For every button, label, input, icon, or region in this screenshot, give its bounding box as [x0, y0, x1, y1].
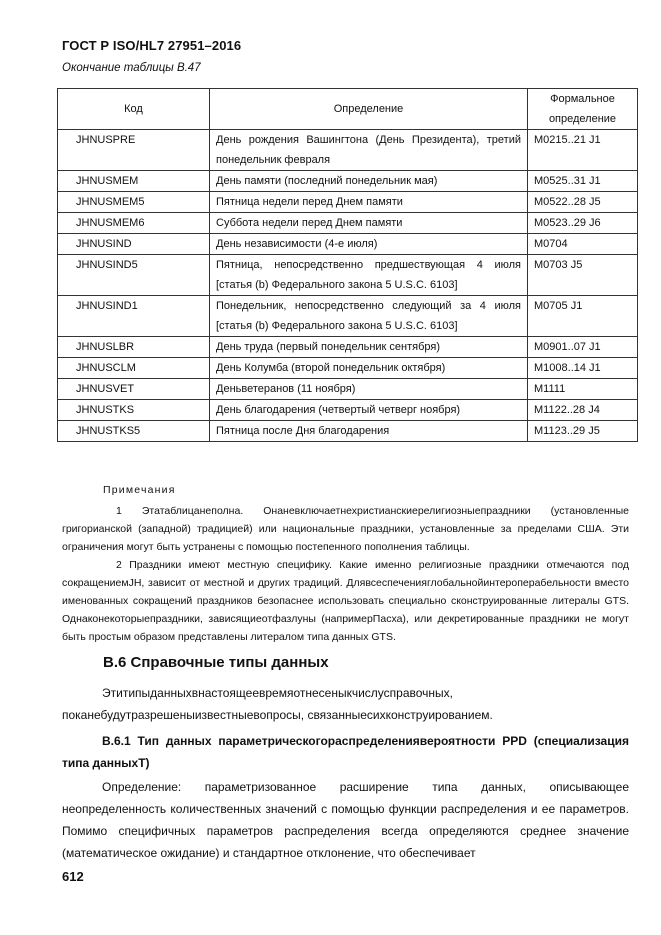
- table-row: [58, 171, 638, 192]
- definition-cell: Пятница недели перед Днем памяти: [210, 192, 528, 213]
- definition-cell: День рождения Вашингтона (День Президента), третий понедельник февраля: [210, 130, 528, 171]
- table-row: [58, 192, 638, 213]
- column-header-definition: Определение: [210, 89, 528, 130]
- definition-cell: День памяти (последний понедельник мая): [210, 171, 528, 192]
- note-item: 1 Этатаблицанеполна. Онаневключаетнехристианскиерелигиозныепраздники (установленные григорианской (западной) традицией) или национальные праздники, установленные за пределами США. Эти ограничения могут быть устранены с помощью постепенного пополнения таблицы.: [62, 505, 629, 553]
- definition-cell: День независимости (4-е июля): [210, 234, 528, 255]
- code-cell: JHNUSMEM5: [58, 192, 210, 213]
- table-row: [58, 296, 638, 337]
- table-row: [58, 358, 638, 379]
- code-cell: JHNUSIND1: [58, 296, 210, 337]
- table-caption: Окончание таблицы В.47: [62, 62, 201, 74]
- holiday-codes-table: [57, 88, 638, 442]
- code-cell: JHNUSTKS5: [58, 421, 210, 442]
- definition-cell: День труда (первый понедельник сентября): [210, 337, 528, 358]
- formal-cell: M0705 J1: [528, 296, 638, 337]
- table-row: [58, 337, 638, 358]
- code-cell: JHNUSVET: [58, 379, 210, 400]
- table-header-row: [58, 89, 638, 130]
- code-cell: JHNUSCLM: [58, 358, 210, 379]
- code-cell: JHNUSTKS: [58, 400, 210, 421]
- subsection-paragraph: Определение: параметризованное расширение типа данных, описывающее неопределенность количественных значений с помощью функции распределения и ее параметров. Помимо специфичных параметров распределения всегда определяются среднее значение (математическое ожидание) и стандартное отклонение, что обеспечивает: [62, 780, 629, 860]
- code-cell: JHNUSMEM: [58, 171, 210, 192]
- notes-heading: Примечания: [103, 484, 176, 496]
- formal-cell: M1008..14 J1: [528, 358, 638, 379]
- code-cell: JHNUSMEM6: [58, 213, 210, 234]
- formal-cell: M0525..31 J1: [528, 171, 638, 192]
- code-cell: JHNUSIND5: [58, 255, 210, 296]
- document-title: ГОСТ Р ISO/HL7 27951–2016: [62, 38, 242, 53]
- formal-cell: M0522..28 J5: [528, 192, 638, 213]
- table-row: [58, 400, 638, 421]
- formal-cell: M0703 J5: [528, 255, 638, 296]
- column-header-code: Код: [58, 89, 210, 130]
- definition-cell: День Колумба (второй понедельник октября): [210, 358, 528, 379]
- code-cell: JHNUSIND: [58, 234, 210, 255]
- table-row: [58, 213, 638, 234]
- definition-cell: Понедельник, непосредственно следующий за 4 июля [статья (b) Федерального закона 5 U.S.C. 6103]: [210, 296, 528, 337]
- table-row: [58, 234, 638, 255]
- table-row: [58, 130, 638, 171]
- definition-cell: Суббота недели перед Днем памяти: [210, 213, 528, 234]
- definition-cell: День благодарения (четвертый четверг ноября): [210, 400, 528, 421]
- formal-cell: M1122..28 J4: [528, 400, 638, 421]
- page-number: 612: [62, 869, 84, 884]
- formal-cell: M1123..29 J5: [528, 421, 638, 442]
- formal-cell: M0901..07 J1: [528, 337, 638, 358]
- formal-cell: M0523..29 J6: [528, 213, 638, 234]
- table-row: [58, 379, 638, 400]
- definition-cell: Деньветеранов (11 ноября): [210, 379, 528, 400]
- column-header-formal: Формальное определение: [528, 89, 638, 130]
- subsection-heading: В.6.1 Тип данных параметрическогораспределениявероятности PPD (специализация типа данныхТ): [62, 734, 629, 770]
- note-item: 2 Праздники имеют местную специфику. Какие именно религиозные праздники отмечаются под сокращениемJH, зависит от местной и других традиций. Длявсеспеченияглобальнойинтероперабельности вместо именованных сокращений праздников безопаснее использовать специально сконструированные литералы GTS. Однаконекоторыепраздники, зависящиеотфазлуны (напримерПасха), или декретированные праздники не могут быть простым образом представлены литералом типа данных GTS.: [62, 559, 629, 643]
- table-row: [58, 421, 638, 442]
- formal-cell: M0215..21 J1: [528, 130, 638, 171]
- section-paragraph: Этитипыданныхвнастоящеевремяотнесеныкчислусправочных, поканебудутразрешеныизвестныевопросы, связанныесихконструированием.: [62, 686, 493, 722]
- section-heading: В.6 Справочные типы данных: [103, 654, 329, 671]
- formal-cell: M1111: [528, 379, 638, 400]
- definition-cell: Пятница после Дня благодарения: [210, 421, 528, 442]
- code-cell: JHNUSLBR: [58, 337, 210, 358]
- code-cell: JHNUSPRE: [58, 130, 210, 171]
- table-body: [58, 130, 638, 442]
- formal-cell: M0704: [528, 234, 638, 255]
- definition-cell: Пятница, непосредственно предшествующая 4 июля [статья (b) Федерального закона 5 U.S.C. 6103]: [210, 255, 528, 296]
- table-row: [58, 255, 638, 296]
